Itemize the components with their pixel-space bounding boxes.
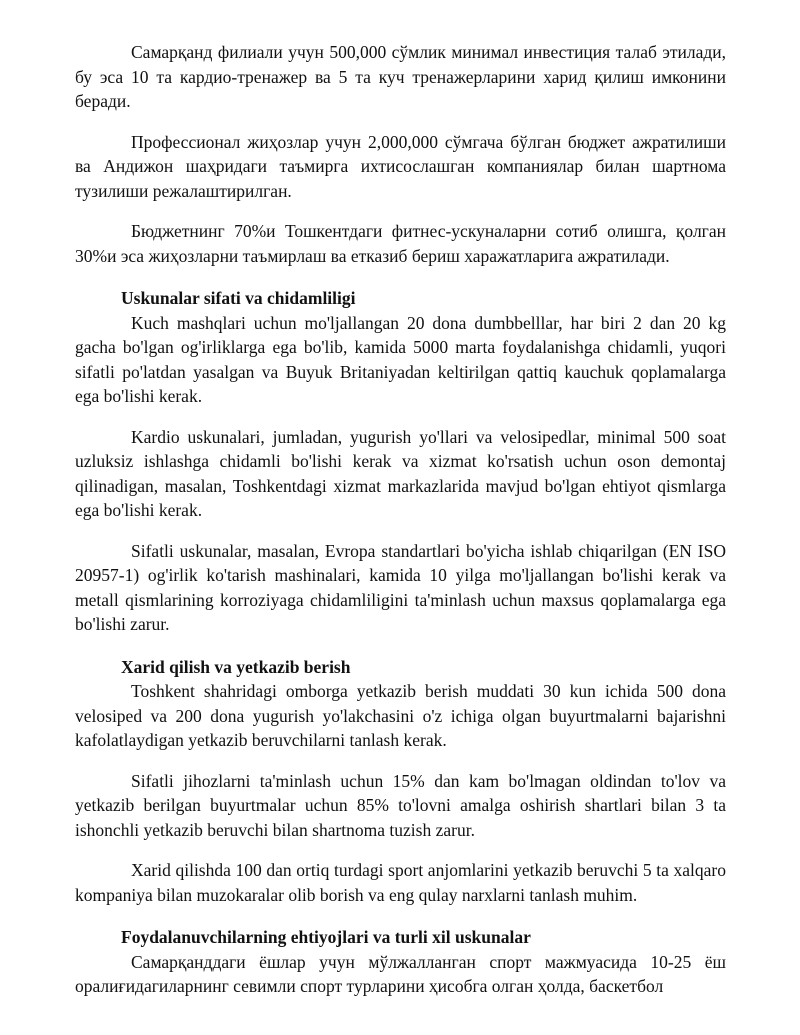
paragraph-investment: Самарқанд филиали учун 500,000 сўмлик минимал инвестиция талаб этилади, бу эса 10 та кардио-тренажер ва 5 та куч тренажерларини харид қилиш имконини беради. (75, 42, 726, 111)
paragraph-youth-complex: Самарқанддаги ёшлар учун мўлжалланган спорт мажмуасида 10-25 ёш оралиғидагиларнинг севимли спорт турларини ҳисобга олган ҳолда, баскетбол (75, 951, 726, 996)
paragraph-negotiation: Xarid qilishda 100 dan ortiq turdagi sport anjomlarini yetkazib beruvchi 5 ta xalqaro kompaniya bilan muzokaralar olib borish va eng qulay narxlarni tanlash muhim. (75, 860, 726, 905)
paragraph-cardio: Kardio uskunalari, jumladan, yugurish yo'llari va velosipedlar, minimal 500 soat uzluksiz ishlashga chidamli bo'lishi kerak va xizmat ko'rsatish uchun oson demontaj qilinadigan, masalan, Toshkentdagi xizmat markazlarida mavjud bo'lgan ehtiyot qismlarga ega bo'lishi kerak. (75, 426, 726, 520)
paragraph-dumbbells: Kuch mashqlari uchun mo'ljallangan 20 dona dumbbelllar, har biri 2 dan 20 kg gacha bo'lgan og'irliklarga ega bo'lib, kamida 5000 marta foydalanishga chidamli, yuqori sifatli po'latdan yasalgan va Buyuk Britaniyadan keltirilgan qattiq kauchuk qoplamalarga ega bo'lishi kerak. (75, 312, 726, 406)
paragraph-standards: Sifatli uskunalar, masalan, Evropa standartlari bo'yicha ishlab chiqarilgan (EN ISO 20957-1) og'irlik ko'tarish mashinalari, kamida 10 yilga mo'ljallangan bo'lishi kerak va metall qismlarining korroziyaga chidamliligini ta'minlash uchun maxsus qoplamalarga ega bo'lishi zarur. (75, 540, 726, 634)
section-heading-quality: Uskunalar sifati va chidamliligi (121, 288, 356, 308)
paragraph-delivery: Toshkent shahridagi omborga yetkazib berish muddati 30 kun ichida 500 dona velosiped va 200 dona yugurish yo'lakchasini o'z ichiga olgan buyurtmalarni bajarishni kafolatlaydigan yetkazib beruvchilarni tanlash kerak. (75, 681, 726, 750)
section-heading-procurement: Xarid qilish va yetkazib berish (121, 656, 351, 677)
paragraph-budget: Профессионал жиҳозлар учун 2,000,000 сўмгача бўлган бюджет ажратилиши ва Андижон шаҳридаги таъмирга ихтисослашган компаниялар билан шартнома тузилиши режалаштирилган. (75, 131, 726, 201)
paragraph-payment: Sifatli jihozlarni ta'minlash uchun 15% dan kam bo'lmagan oldindan to'lov va yetkazib berilgan buyurtmalar uchun 85% to'lovni amalga oshirish shartlari bilan 3 ta ishonchli yetkazib beruvchi bilan shartnoma tuzish zarur. (75, 770, 726, 840)
document-page (75, 40, 726, 999)
paragraph-allocation: Бюджетнинг 70%и Тошкентдаги фитнес-ускуналарни сотиб олишга, қолган 30%и эса жиҳозларни таъмирлаш ва етказиб бериш харажатларига ажратилади. (75, 221, 726, 266)
section-heading-user-needs: Foydalanuvchilarning ehtiyojlari va turli xil uskunalar (121, 927, 531, 947)
